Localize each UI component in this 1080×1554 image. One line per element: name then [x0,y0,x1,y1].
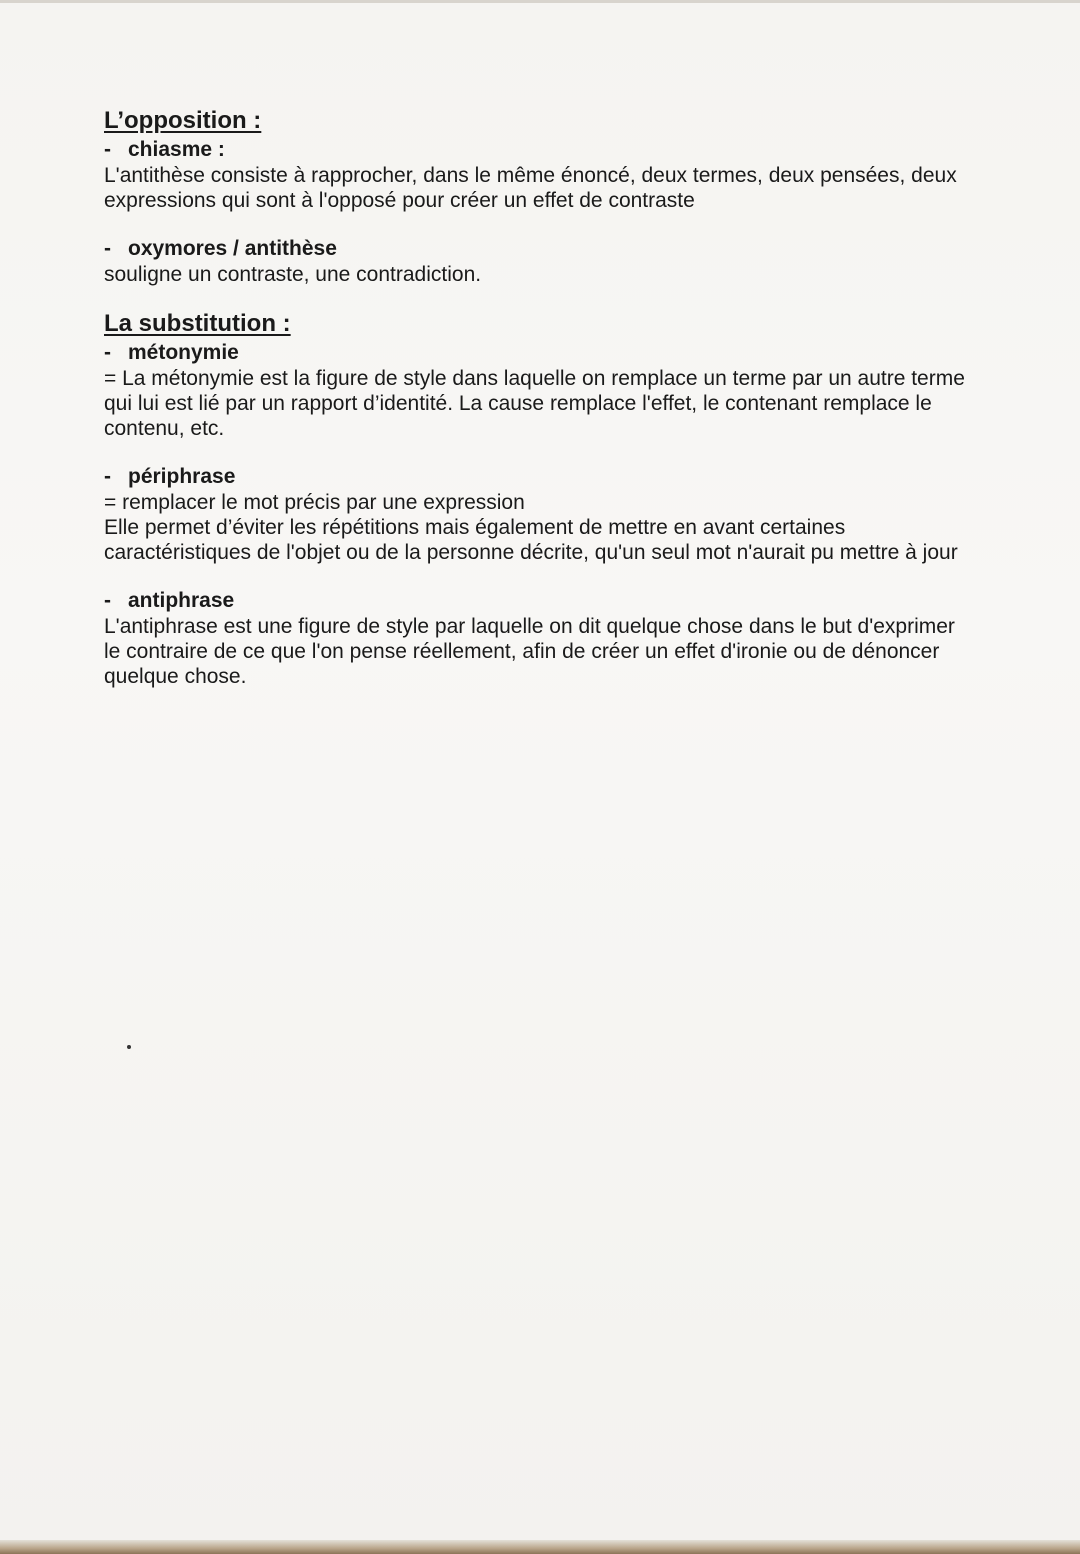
term-chiasme [104,136,974,163]
heading-substitution: La substitution : [104,310,291,337]
periphrase-line1: = remplacer le mot précis par une expression [104,491,525,514]
metonymie-definition: = La métonymie est la figure de style dans laquelle on remplace un terme par un autre terme qui lui est lié par un rapport d’identité. La cause remplace l'effet, le contenant remplace le contenu, etc. [104,367,965,440]
term-oxymores [104,235,974,262]
bullet-dash: - [104,341,111,364]
paper-bottom-edge [0,1540,1080,1554]
chiasme-definition: L'antithèse consiste à rapprocher, dans le même énoncé, deux termes, deux pensées, deux expressions qui sont à l'opposé pour créer un effet de contraste [104,164,957,212]
term-antiphrase-label: antiphrase [128,589,235,612]
term-chiasme-label: chiasme : [128,138,225,161]
spacer [104,565,974,587]
heading-opposition: L’opposition : [104,107,262,134]
spacer [104,287,974,309]
periphrase-definition: Elle permet d’éviter les répétitions mais également de mettre en avant certaines caractéristiques de l'objet ou de la personne décrite, qu'un seul mot n'aurait pu mettre à jour [104,516,958,564]
spacer [104,213,974,235]
term-metonymie [104,339,974,366]
bullet-dash: - [104,589,111,612]
term-periphrase [104,463,974,490]
bullet-dash: - [104,465,111,488]
antiphrase-definition: L'antiphrase est une figure de style par laquelle on dit quelque chose dans le but d'exprimer le contraire de ce que l'on pense réellement, afin de créer un effet d'ironie ou de dénoncer quelque chose. [104,615,955,688]
spacer [104,441,974,463]
term-periphrase-label: périphrase [128,465,236,488]
document-body [104,106,974,689]
oxymores-definition: souligne un contraste, une contradiction. [104,263,482,286]
bullet-dash: - [104,138,111,161]
term-metonymie-label: métonymie [128,341,239,364]
bullet-dash: - [104,237,111,260]
paper-top-edge [0,0,1080,3]
term-oxymores-label: oxymores / antithèse [128,237,337,260]
term-antiphrase [104,587,974,614]
paper-speck [127,1045,131,1049]
